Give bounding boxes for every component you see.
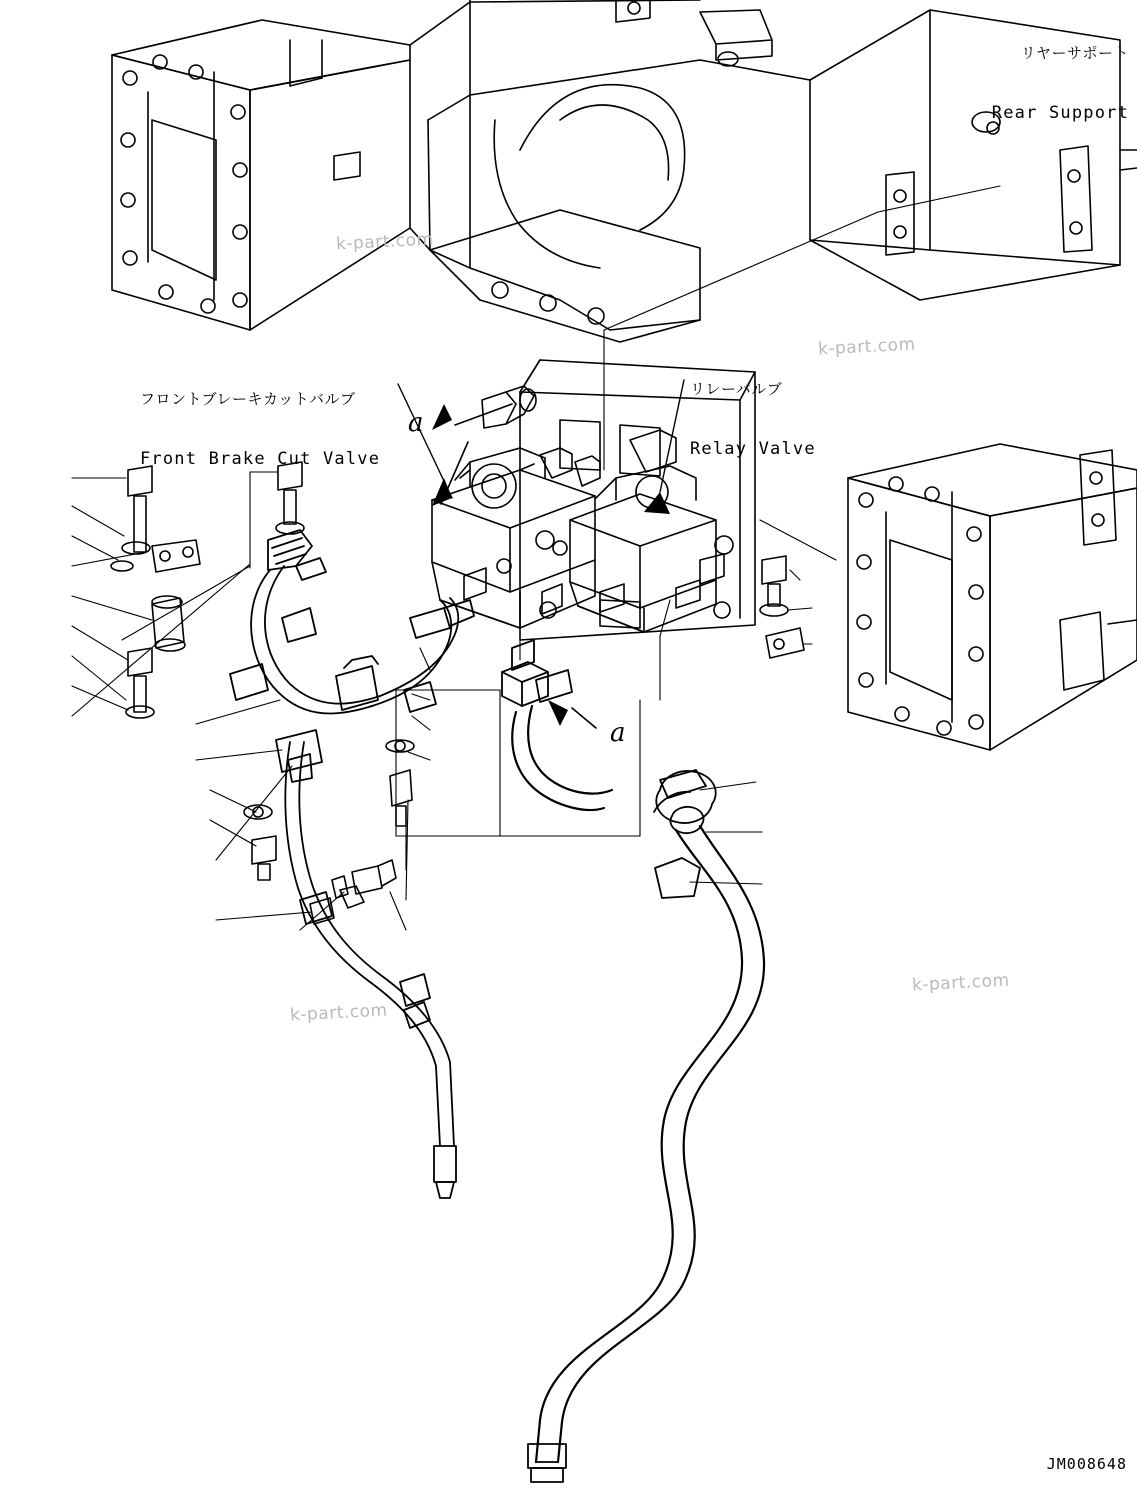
watermark: k-part.com <box>911 970 1011 996</box>
label-front-brake-cut-valve <box>140 350 380 510</box>
label-front-brake-cut-valve-en: Front Brake Cut Valve <box>140 448 381 469</box>
label-relay-valve-jp: リレーバルブ <box>690 380 783 398</box>
drawing-number: JM008648 <box>1046 1455 1127 1473</box>
center-housing <box>410 0 810 342</box>
label-front-brake-cut-valve-jp: フロントブレーキカットバルブ <box>140 390 356 408</box>
leader-lines <box>72 472 812 930</box>
right-frame-box <box>848 444 1137 750</box>
label-relay-valve <box>690 340 816 500</box>
callout-arrows <box>398 380 684 728</box>
label-rear-support-jp: リヤーサポート <box>1020 44 1129 62</box>
label-relay-valve-en: Relay Valve <box>690 438 816 459</box>
callout-a-lower: a <box>610 718 626 748</box>
arrowheads <box>432 404 670 726</box>
left-frame-box <box>112 20 410 330</box>
watermark: k-part.com <box>289 1000 389 1026</box>
callout-a-upper: a <box>408 408 424 438</box>
label-rear-support <box>992 4 1129 164</box>
label-rear-support-en: Rear Support <box>991 102 1129 123</box>
watermark: k-part.com <box>335 229 435 255</box>
front-brake-cut-valve-assembly <box>432 448 600 628</box>
watermark: k-part.com <box>817 334 917 360</box>
